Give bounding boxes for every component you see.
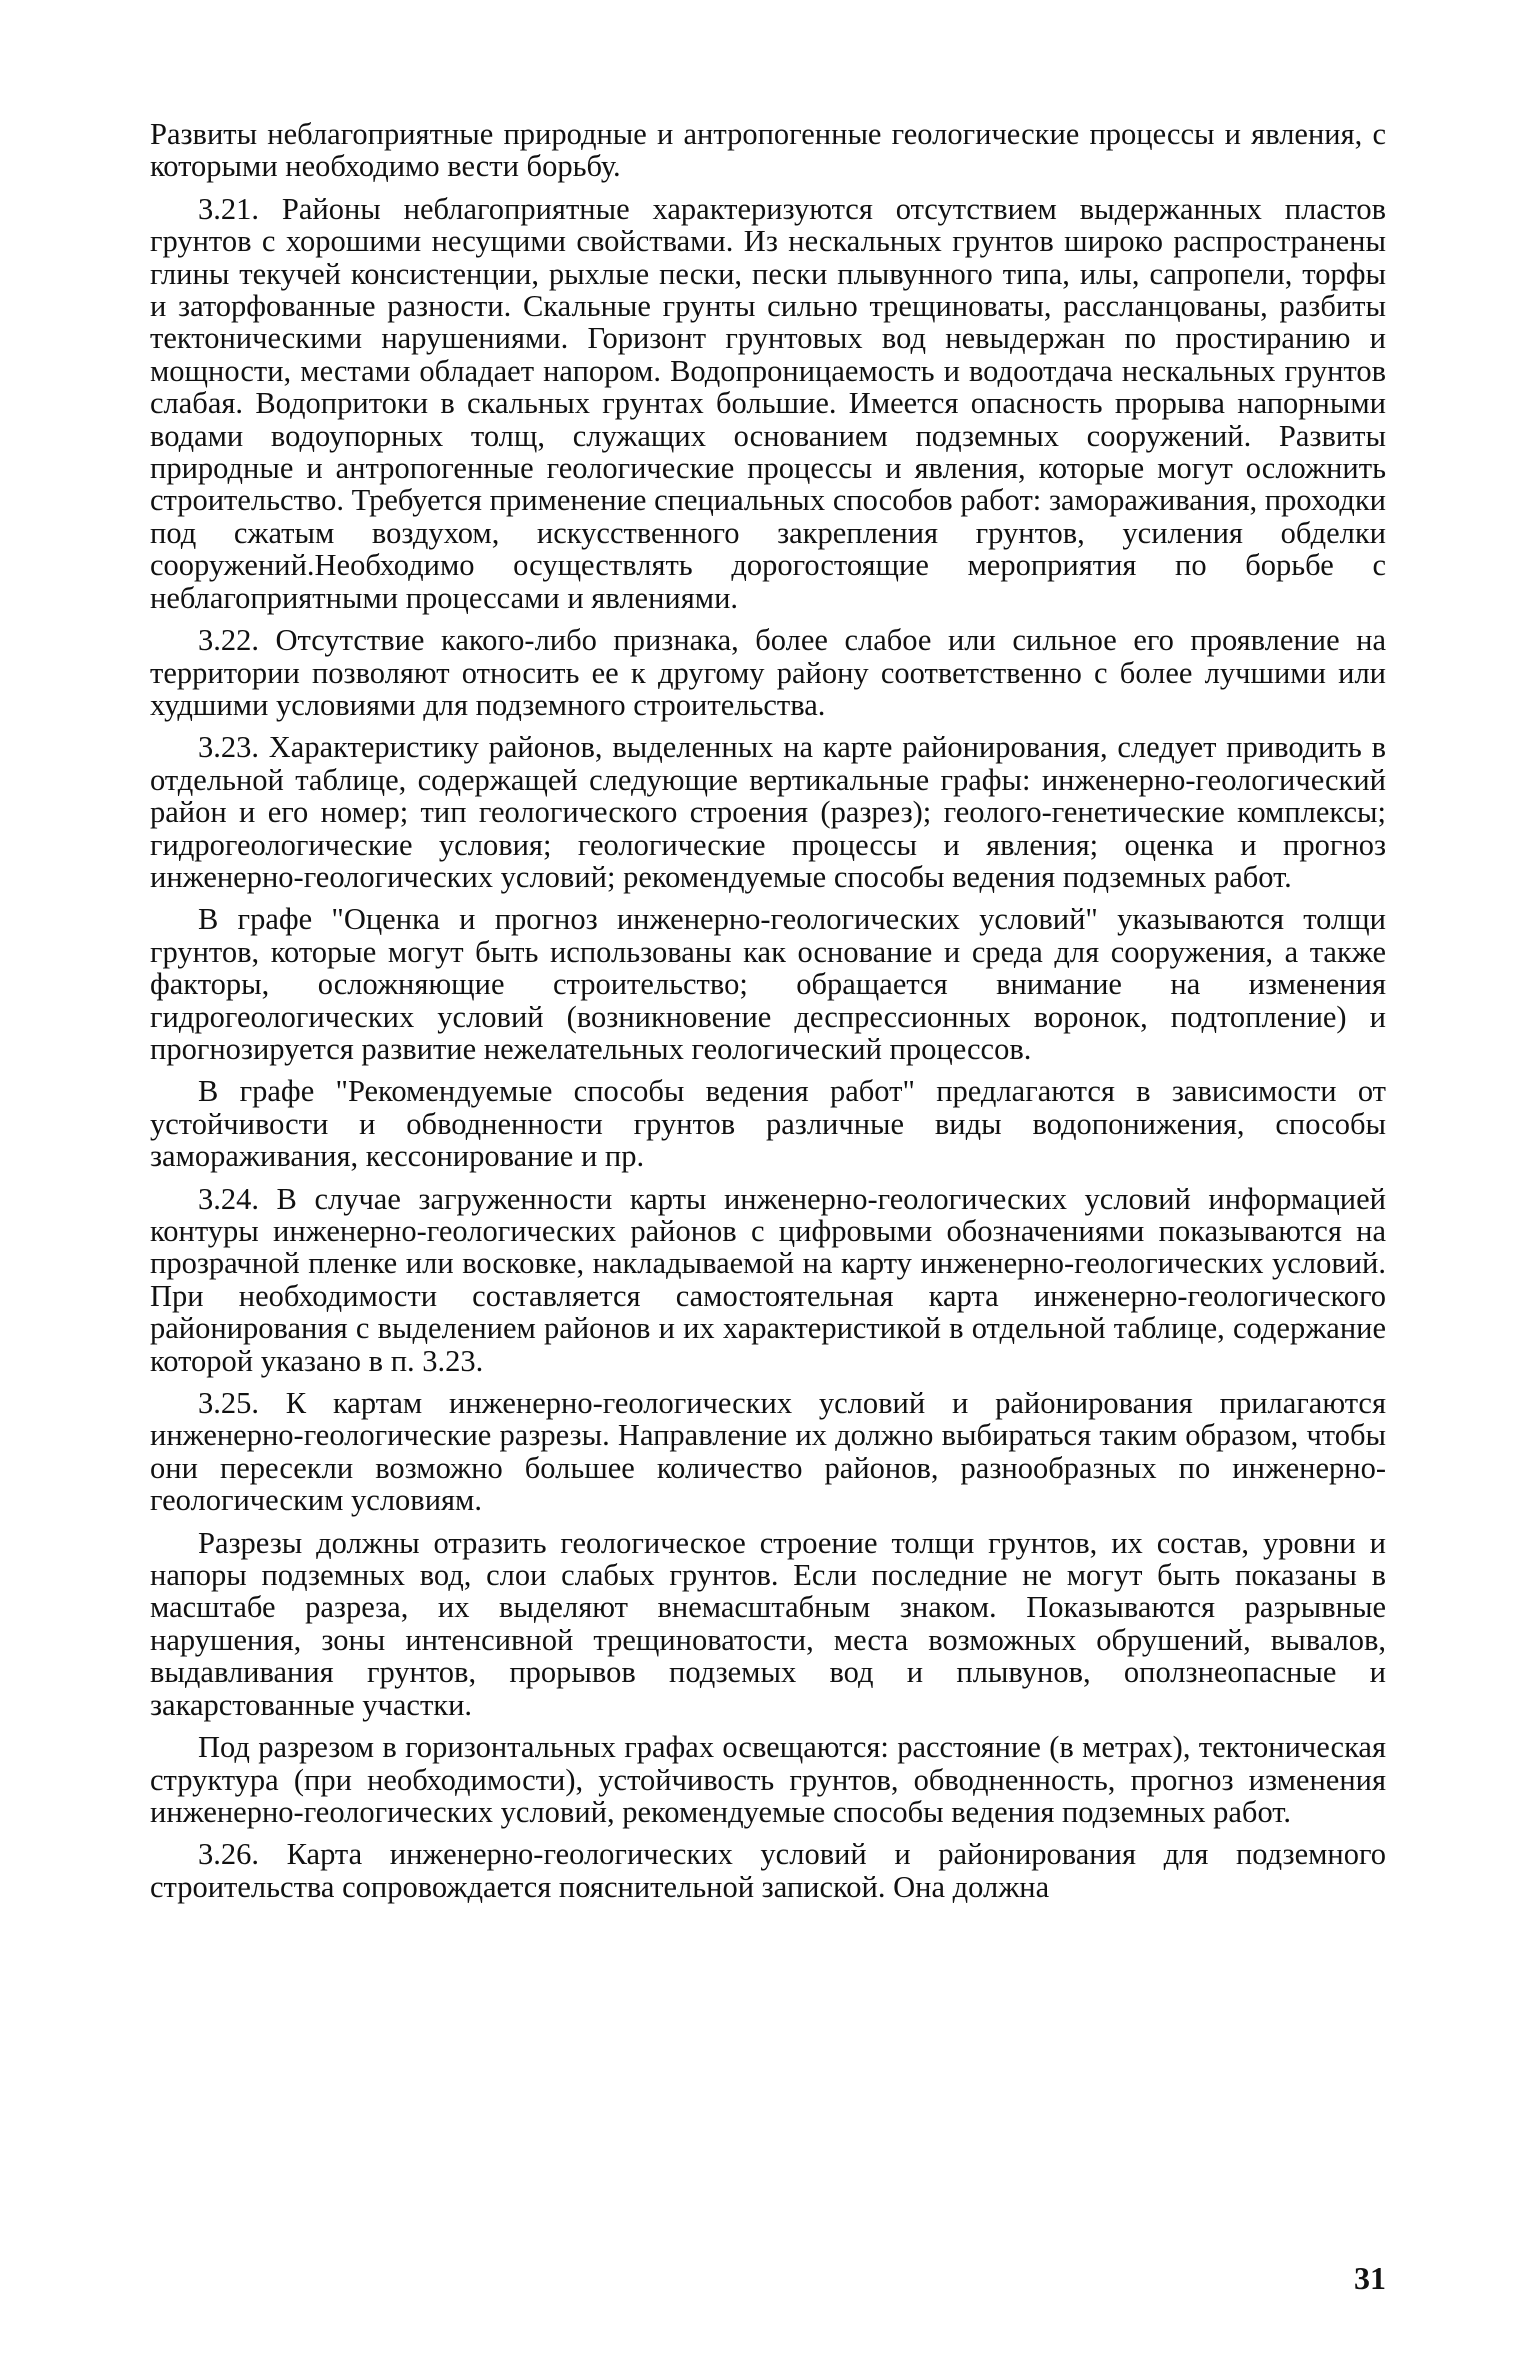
paragraph-3-25: 3.25. К картам инженерно-геологических условий и районирования прилагаются инженерно-геологические разрезы. Направление их должно выбираться таким образом, чтобы они пересекли возможно большее количество районов, разнообразных по инженерно-геологическим условиям. (150, 1386, 1386, 1518)
paragraph-3-23-assessment: В графе "Оценка и прогноз инженерно-геологических условий" указываются толщи грунтов, которые могут быть использованы как основание и среда для сооружения, а также факторы, осложняющие строительство; обращается внимание на изменения гидрогеологических условий (возникновение деспрессионных воронок, подтопление) и прогнозируется развитие нежелательных геологический процессов. (150, 902, 1386, 1066)
paragraph-3-25-graphs: Под разрезом в горизонтальных графах освещаются: расстояние (в метрах), тектоническая структура (при необходимости), устойчивость грунтов, обводненность, прогноз изменения инженерно-геологических условий, рекомендуемые способы ведения подземных работ. (150, 1730, 1386, 1829)
page-number: 31 (1354, 2260, 1386, 2296)
paragraph-3-26: 3.26. Карта инженерно-геологических условий и районирования для подземного строительства сопровождается пояснительной запиской. Она должна (150, 1837, 1386, 1904)
paragraph-3-24: 3.24. В случае загруженности карты инженерно-геологических условий информацией контуры инженерно-геологических районов с цифровыми обозначениями показываются на прозрачной пленке или восковке, накладываемой на карту инженерно-геологических условий. При необходимости составляется самостоятельная карта инженерно-геологического районирования с выделением районов и их характеристикой в отдельной таблице, содержание которой указано в п. 3.23. (150, 1181, 1386, 1378)
paragraph-3-25-sections: Разрезы должны отразить геологическое строение толщи грунтов, их состав, уровни и напоры подземных вод, слои слабых грунтов. Если последние не могут быть показаны в масштабе разреза, их выделяют внемасштабным знаком. Показываются разрывные нарушения, зоны интенсивной трещиноватости, места возможных обрушений, вывалов, выдавливания грунтов, прорывов подземых вод и плывунов, оползнеопасные и закарстованные участки. (150, 1525, 1386, 1722)
paragraph-3-21: 3.21. Районы неблагоприятные характеризуются отсутствием выдержанных пластов грунтов с хорошими несущими свойствами. Из нескальных грунтов широко распространены глины текучей консистенции, рыхлые пески, пески плывунного типа, илы, сапропели, торфы и заторфованные разности. Скальные грунты сильно трещиноваты, рассланцованы, разбиты тектоническими нарушениями. Горизонт грунтовых вод невыдержан по простиранию и мощности, местами обладает напором. Водопроницаемость и водоотдача нескальных грунтов слабая. Водопритоки в скальных грунтах большие. Имеется опасность прорыва напорными водами водоупорных толщ, служащих основанием подземных сооружений. Развиты природные и антропогенные геологические процессы и явления, которые могут осложнить строительство. Требуется применение специальных способов работ: замораживания, проходки под сжатым воздухом, искусственного закрепления грунтов, усиления обделки сооружений.Необходимо осуществлять дорогостоящие мероприятия по борьбе с неблагоприятными процессами и явлениями. (150, 191, 1386, 615)
paragraph-3-23: 3.23. Характеристику районов, выделенных на карте районирования, следует приводить в отдельной таблице, содержащей следующие вертикальные графы: инженерно-геологический район и его номер; тип геологического строения (разрез); геолого-генетические комплексы; гидрогеологические условия; геологические процессы и явления; оценка и прогноз инженерно-геологических условий; рекомендуемые способы ведения подземных работ. (150, 730, 1386, 894)
paragraph-3-23-methods: В графе "Рекомендуемые способы ведения работ" предлагаются в зависимости от устойчивости и обводненности грунтов различные виды водопонижения, способы замораживания, кессонирование и пр. (150, 1074, 1386, 1174)
paragraph-intro: Развиты неблагоприятные природные и антропогенные геологические процессы и явления, с которыми необходимо вести борьбу. (150, 117, 1386, 184)
paragraph-3-22: 3.22. Отсутствие какого-либо признака, более слабое или сильное его проявление на территории позволяют относить ее к другому району соответственно с более лучшими или худшими условиями для подземного строительства. (150, 623, 1386, 722)
document-page (150, 118, 1386, 2318)
